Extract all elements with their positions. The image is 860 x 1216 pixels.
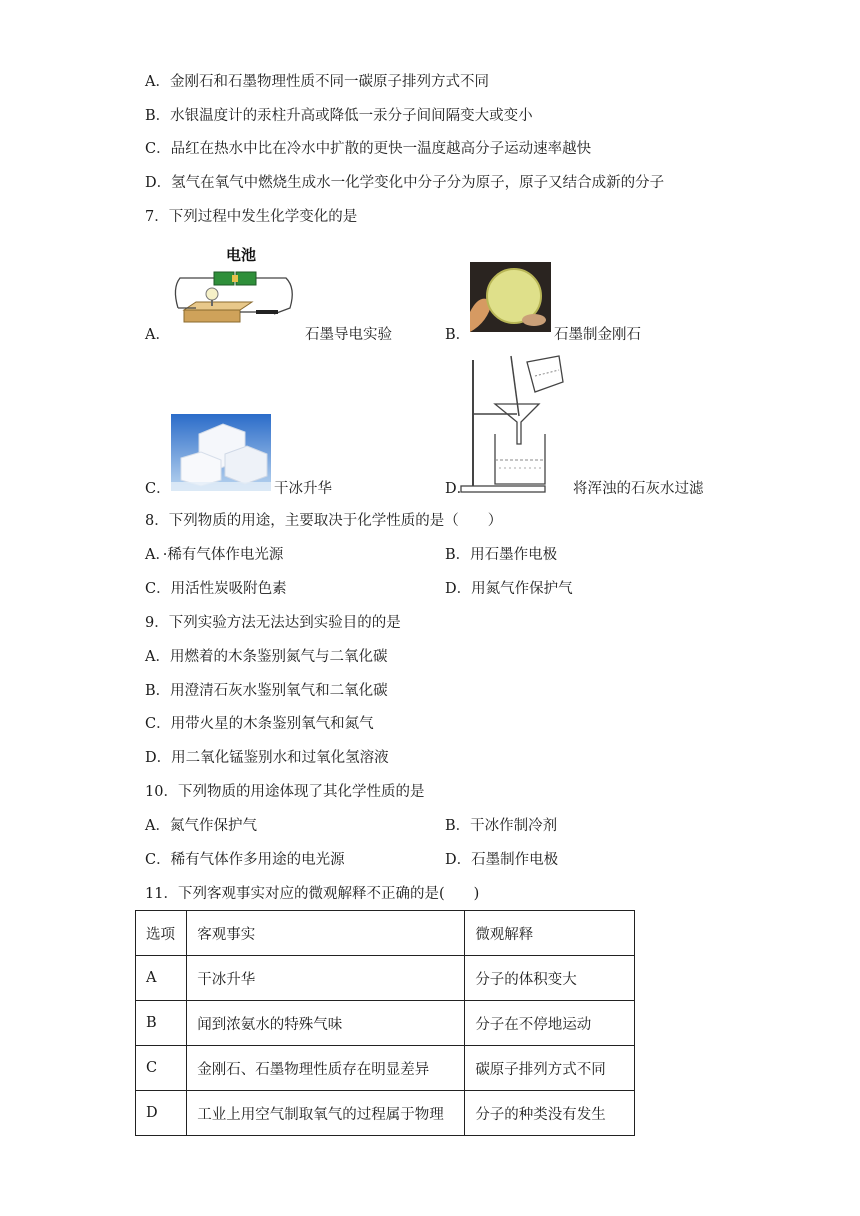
q6-option-b: B．水银温度计的汞柱升高或降低一汞分子间间隔变大或变小: [145, 108, 533, 124]
table-cell: 分子在不停地运动: [465, 1001, 635, 1046]
table-header-cell: 选项: [136, 911, 187, 956]
q8-stem: 8．下列物质的用途，主要取决于化学性质的是（ ）: [145, 513, 503, 529]
table-cell: 工业上用空气制取氧气的过程属于物理: [187, 1091, 465, 1136]
q8-option-b: B．用石墨作电极: [445, 547, 558, 563]
table-cell: 分子的体积变大: [465, 956, 635, 1001]
dry-ice-photo-figure: [171, 414, 271, 491]
table-row: [136, 1001, 635, 1046]
q10-option-d: D．石墨制作电极: [445, 852, 559, 868]
q9-option-d: D．用二氧化锰鉴别水和过氧化氢溶液: [145, 750, 389, 766]
table-cell: 金刚石、石墨物理性质存在明显差异: [187, 1046, 465, 1091]
q10-option-c: C．稀有气体作多用途的电光源: [145, 852, 345, 868]
q6-option-c: C．品红在热水中比在冷水中扩散的更快一温度越高分子运动速率越快: [145, 141, 592, 157]
table-cell: A: [136, 956, 187, 1001]
q7-option-b-letter: B．: [445, 327, 471, 343]
q8-option-a: A．·稀有气体作电光源: [145, 547, 284, 563]
q10-option-b: B．干冰作制冷剂: [445, 818, 558, 834]
q9-option-a: A．用燃着的木条鉴别氮气与二氧化碳: [145, 649, 388, 665]
q11-stem: 11．下列客观事实对应的微观解释不正确的是( ): [145, 886, 480, 902]
table-cell: 干冰升华: [187, 956, 465, 1001]
q10-stem: 10．下列物质的用途体现了其化学性质的是: [145, 784, 425, 800]
table-row: [136, 1046, 635, 1091]
table-cell: B: [136, 1001, 187, 1046]
q7-option-c-text: 干冰升华: [274, 481, 332, 497]
q8-option-d: D．用氮气作保护气: [445, 581, 573, 597]
q9-option-b: B．用澄清石灰水鉴别氧气和二氧化碳: [145, 683, 388, 699]
table-cell: 闻到浓氨水的特殊气味: [187, 1001, 465, 1046]
battery-label: 电池: [226, 246, 257, 264]
q7-option-a-text: 石墨导电实验: [305, 327, 392, 343]
q7-option-d-letter: D．: [445, 481, 472, 497]
table-row: [136, 1091, 635, 1136]
table-header-cell: 客观事实: [187, 911, 465, 956]
table-cell: C: [136, 1046, 187, 1091]
q9-stem: 9．下列实验方法无法达到实验目的的是: [145, 615, 401, 631]
table-row: [136, 956, 635, 1001]
table-header-cell: 微观解释: [465, 911, 635, 956]
table-cell: 碳原子排列方式不同: [465, 1046, 635, 1091]
diamond-photo-figure: [470, 262, 551, 332]
filtration-apparatus-figure: [455, 352, 567, 494]
q7-stem: 7．下列过程中发生化学变化的是: [145, 209, 358, 225]
q6-option-d: D．氢气在氧气中燃烧生成水一化学变化中分子分为原子，原子又结合成新的分子: [145, 175, 665, 191]
q7-option-c-letter: C．: [145, 481, 171, 497]
table-header-row: [136, 911, 635, 956]
q7-option-a-letter: A．: [145, 327, 170, 343]
battery-circuit-figure: [170, 244, 300, 330]
q7-option-d-text: 将浑浊的石灰水过滤: [573, 481, 704, 497]
q11-table: [135, 910, 635, 1136]
q8-option-c: C．用活性炭吸附色素: [145, 581, 287, 597]
q9-option-c: C．用带火星的木条鉴别氧气和氮气: [145, 716, 374, 732]
q10-option-a: A．氮气作保护气: [145, 818, 257, 834]
q7-option-b-text: 石墨制金刚石: [554, 327, 641, 343]
table-cell: 分子的种类没有发生: [465, 1091, 635, 1136]
q6-option-a: A．金刚石和石墨物理性质不同一碳原子排列方式不同: [145, 74, 489, 90]
table-cell: D: [136, 1091, 187, 1136]
